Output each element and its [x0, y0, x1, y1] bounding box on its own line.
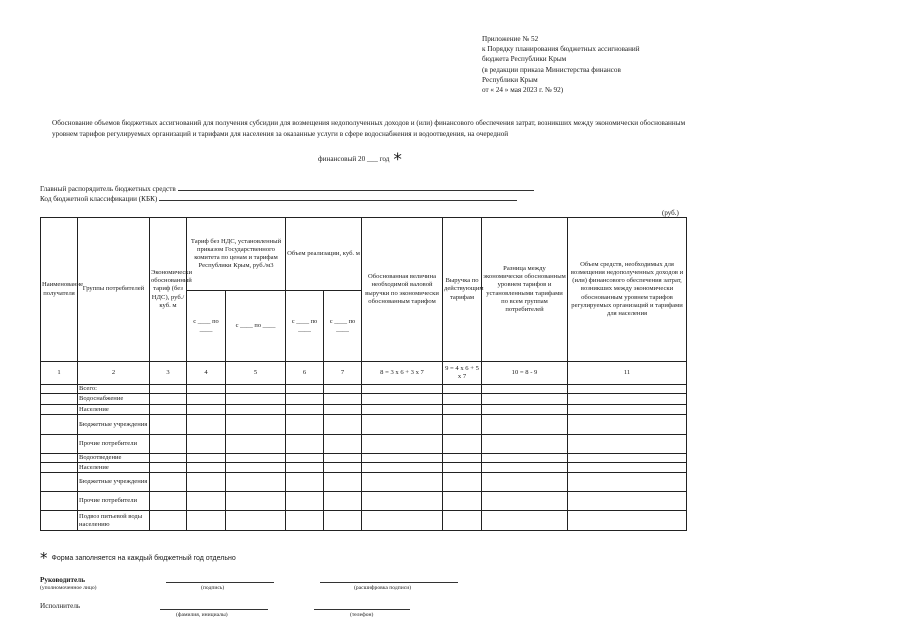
signature-sub-label: (подпись): [201, 585, 225, 591]
asterisk-icon: *: [393, 150, 402, 170]
table-cell[interactable]: [41, 405, 78, 415]
table-cell[interactable]: [286, 454, 324, 463]
table-cell[interactable]: [226, 473, 286, 492]
table-cell[interactable]: [324, 511, 362, 531]
table-cell[interactable]: [324, 454, 362, 463]
table-cell[interactable]: [568, 435, 687, 454]
table-cell[interactable]: [286, 394, 324, 405]
table-cell[interactable]: [41, 435, 78, 454]
header-sales-volume: Объем реализации, куб. м: [286, 218, 362, 291]
table-cell[interactable]: [41, 385, 78, 394]
kbk-label: Код бюджетной классификации (КБК): [40, 195, 158, 203]
table-cell[interactable]: [286, 511, 324, 531]
table-cell[interactable]: [41, 415, 78, 435]
unit-label: (руб.): [662, 209, 679, 217]
table-cell[interactable]: [362, 435, 443, 454]
header-period-4: с ____ по ____: [187, 291, 226, 362]
table-cell[interactable]: [187, 435, 226, 454]
consumer-group-label: Всего:: [78, 385, 150, 394]
table-cell[interactable]: [482, 405, 568, 415]
column-number: 10 = 8 - 9: [482, 362, 568, 385]
table-cell[interactable]: [324, 435, 362, 454]
table-cell[interactable]: [286, 463, 324, 473]
table-row: [41, 435, 687, 454]
consumer-group-label: Водоотведение: [78, 454, 150, 463]
table-cell[interactable]: [187, 511, 226, 531]
executor-label: Исполнитель: [40, 602, 81, 610]
column-number: 5: [226, 362, 286, 385]
table-cell[interactable]: [443, 492, 482, 511]
table-cell[interactable]: [568, 511, 687, 531]
table-cell[interactable]: [362, 492, 443, 511]
table-cell[interactable]: [362, 415, 443, 435]
consumer-group-label: Население: [78, 405, 150, 415]
table-cell[interactable]: [482, 511, 568, 531]
header-consumer-groups: Группы потребителей: [78, 218, 150, 362]
table-cell[interactable]: [187, 405, 226, 415]
table-cell[interactable]: [226, 394, 286, 405]
appendix-line: от « 24 » мая 2023 г. № 92): [482, 86, 564, 95]
distributor-label: Главный распорядитель бюджетных средств: [40, 185, 176, 193]
consumer-group-label: Население: [78, 463, 150, 473]
table-cell[interactable]: [226, 463, 286, 473]
appendix-line: Республики Крым: [482, 75, 538, 84]
table-cell[interactable]: [362, 463, 443, 473]
table-cell[interactable]: [568, 394, 687, 405]
table-cell[interactable]: [150, 511, 187, 531]
table-cell[interactable]: [568, 463, 687, 473]
table-cell[interactable]: [568, 415, 687, 435]
table-cell[interactable]: [150, 454, 187, 463]
header-set-tariff: Тариф без НДС, установленный приказом Государственного комитета по ценам и тарифам Республики Крым, руб./м3: [187, 218, 286, 291]
table-cell[interactable]: [41, 473, 78, 492]
table-cell[interactable]: [187, 394, 226, 405]
table-cell[interactable]: [226, 435, 286, 454]
appendix-reference: [482, 34, 782, 95]
table-cell[interactable]: [286, 435, 324, 454]
column-number: 9 = 4 х 6 + 5 х 7: [443, 362, 482, 385]
table-cell[interactable]: [226, 385, 286, 394]
table-cell[interactable]: [443, 473, 482, 492]
table-cell[interactable]: [187, 454, 226, 463]
header-recipient: Наименование получателя: [41, 218, 78, 362]
table-row: [41, 454, 687, 463]
column-number: 2: [78, 362, 150, 385]
table-cell[interactable]: [324, 405, 362, 415]
table-cell[interactable]: [187, 385, 226, 394]
header-required-funds: Объем средств, необходимых для возмещения недополученных доходов и (или) финансового обеспечения затрат, возникших между экономически обоснованным уровнем тарифов регулируемых организаций и тарифами для населения: [568, 218, 687, 362]
consumer-group-label: Прочие потребители: [78, 492, 150, 511]
phone-sub-label: (телефон): [350, 612, 374, 618]
table-cell[interactable]: [482, 394, 568, 405]
appendix-line: (в редакции приказа Министерства финансов: [482, 65, 621, 74]
table-row: [41, 492, 687, 511]
table-cell[interactable]: [150, 405, 187, 415]
table-cell[interactable]: [41, 492, 78, 511]
table-cell[interactable]: [362, 385, 443, 394]
table-cell[interactable]: [362, 405, 443, 415]
document-title: Обоснование объемов бюджетных ассигнований для получения субсидии для возмещения недополученных доходов и (или) финансового обеспечения затрат, возникших между экономически обоснованным уровнем тарифов регулируемых организаций и тарифами для населения за оказанные услуги в сфере водоснабжения и водоотведения, на очередной: [52, 119, 686, 138]
table-row: [41, 394, 687, 405]
table-cell[interactable]: [286, 415, 324, 435]
table-cell[interactable]: [362, 394, 443, 405]
column-numbers-row: [41, 362, 687, 385]
table-cell[interactable]: [482, 492, 568, 511]
consumer-group-label: Бюджетные учреждения: [78, 415, 150, 435]
table-row: [41, 405, 687, 415]
executor-name-sub-label: (фамилия, инициалы): [176, 612, 228, 618]
fiscal-year-line: [318, 146, 402, 170]
table-cell[interactable]: [150, 415, 187, 435]
column-number: 4: [187, 362, 226, 385]
table-cell[interactable]: [187, 415, 226, 435]
table-cell[interactable]: [41, 394, 78, 405]
header-period-5: с ____ по ____: [226, 291, 286, 362]
table-cell[interactable]: [482, 473, 568, 492]
table-cell[interactable]: [41, 463, 78, 473]
table-cell[interactable]: [443, 463, 482, 473]
table-cell[interactable]: [226, 492, 286, 511]
column-number: 11: [568, 362, 687, 385]
table-cell[interactable]: [324, 463, 362, 473]
head-sub-label: (уполномоченное лицо): [40, 585, 97, 591]
table-cell[interactable]: [568, 405, 687, 415]
table-cell[interactable]: [150, 385, 187, 394]
table-cell[interactable]: [482, 454, 568, 463]
executor-name-line[interactable]: [160, 609, 268, 610]
table-cell[interactable]: [150, 435, 187, 454]
table-cell[interactable]: [568, 492, 687, 511]
header-period-6: с ____ по ____: [286, 291, 324, 362]
header-period-7: с ____ по ____: [324, 291, 362, 362]
consumer-group-label: Подвоз питьевой воды населению: [78, 511, 150, 531]
table-cell[interactable]: [286, 405, 324, 415]
table-row: [41, 463, 687, 473]
table-cell[interactable]: [482, 435, 568, 454]
header-difference: Разница между экономически обоснованным уровнем тарифов и установленными тарифами по всем группам потребителей: [482, 218, 568, 362]
appendix-line: к Порядку планирования бюджетных ассигнований: [482, 45, 640, 54]
table-cell[interactable]: [324, 394, 362, 405]
table-cell[interactable]: [41, 454, 78, 463]
table-cell[interactable]: [286, 492, 324, 511]
table-cell[interactable]: [324, 473, 362, 492]
table-cell[interactable]: [443, 435, 482, 454]
table-cell[interactable]: [187, 473, 226, 492]
table-cell[interactable]: [443, 415, 482, 435]
table-cell[interactable]: [443, 511, 482, 531]
head-decoding-line[interactable]: [320, 582, 458, 583]
table-cell[interactable]: [150, 492, 187, 511]
decoding-sub-label: (расшифровка подписи): [354, 585, 412, 591]
column-number: 6: [286, 362, 324, 385]
table-cell[interactable]: [286, 385, 324, 394]
kbk-field: [40, 192, 517, 203]
table-cell[interactable]: [568, 385, 687, 394]
header-justified-revenue: Обоснованная величина необходимой валовой выручки по экономически обоснованным тарифом: [362, 218, 443, 362]
table-cell[interactable]: [324, 415, 362, 435]
table-cell[interactable]: [150, 463, 187, 473]
fiscal-year-text: финансовый 20 ___ год: [318, 155, 390, 163]
column-number: 8 = 3 х 6 + 3 х 7: [362, 362, 443, 385]
table-row: [41, 473, 687, 492]
footnote: [40, 546, 236, 567]
executor-phone-line[interactable]: [314, 609, 410, 610]
table-row: [41, 511, 687, 531]
table-cell[interactable]: [482, 385, 568, 394]
table-row: [41, 385, 687, 394]
kbk-input-line[interactable]: [159, 192, 517, 201]
table-cell[interactable]: [226, 454, 286, 463]
consumer-group-label: Водоснабжение: [78, 394, 150, 405]
table-row: [41, 415, 687, 435]
table-cell[interactable]: [226, 415, 286, 435]
head-signature-line[interactable]: [166, 582, 274, 583]
table-cell[interactable]: [568, 454, 687, 463]
distributor-input-line[interactable]: [178, 182, 534, 191]
table-cell[interactable]: [187, 463, 226, 473]
appendix-line: Приложение № 52: [482, 35, 539, 43]
footnote-text: Форма заполняется на каждый бюджетный год отдельно: [51, 555, 236, 562]
table-cell[interactable]: [187, 492, 226, 511]
consumer-group-label: Прочие потребители: [78, 435, 150, 454]
budget-table: [40, 217, 687, 531]
table-cell[interactable]: [482, 463, 568, 473]
appendix-line: бюджета Республики Крым: [482, 55, 567, 64]
table-cell[interactable]: [443, 405, 482, 415]
table-cell[interactable]: [150, 473, 187, 492]
head-label: Руководитель: [40, 576, 85, 584]
table-cell[interactable]: [324, 385, 362, 394]
table-cell[interactable]: [226, 405, 286, 415]
table-cell[interactable]: [324, 492, 362, 511]
column-number: 1: [41, 362, 78, 385]
header-current-revenue: Выручка по действующим тарифам: [443, 218, 482, 362]
table-cell[interactable]: [443, 454, 482, 463]
header-economic-tariff: Экономически обоснованный тариф (без НДС), руб./куб. м: [150, 218, 187, 362]
table-cell[interactable]: [362, 473, 443, 492]
table-cell[interactable]: [286, 473, 324, 492]
table-cell[interactable]: [362, 511, 443, 531]
column-number: 3: [150, 362, 187, 385]
table-cell[interactable]: [226, 511, 286, 531]
consumer-group-label: Бюджетные учреждения: [78, 473, 150, 492]
table-cell[interactable]: [568, 473, 687, 492]
column-number: 7: [324, 362, 362, 385]
table-cell[interactable]: [482, 415, 568, 435]
table-cell[interactable]: [41, 511, 78, 531]
table-cell[interactable]: [443, 394, 482, 405]
table-cell[interactable]: [443, 385, 482, 394]
asterisk-icon: *: [40, 549, 48, 567]
table-cell[interactable]: [150, 394, 187, 405]
table-cell[interactable]: [362, 454, 443, 463]
